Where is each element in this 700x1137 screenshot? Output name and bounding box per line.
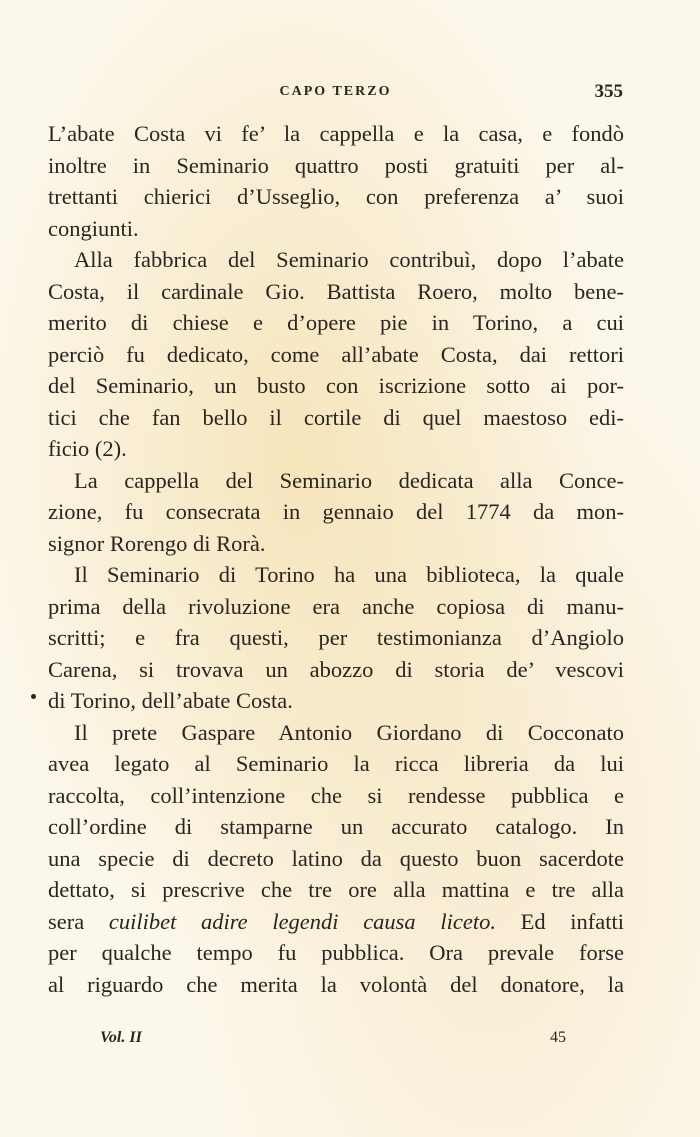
paragraph-5 bbox=[48, 717, 624, 1001]
text-line: L’abate Costa vi fe’ la cappella e la casa, e fondò bbox=[48, 121, 624, 146]
text-line: Il prete Gaspare Antonio Giordano di Cocconato bbox=[74, 719, 624, 745]
paragraph-1 bbox=[48, 118, 624, 244]
page-footer bbox=[100, 1029, 566, 1051]
text-line: perciò fu dedicato, come all’abate Costa, dai rettori bbox=[48, 341, 624, 367]
text-line: inoltre in Seminario quattro posti gratuiti per al- bbox=[48, 152, 624, 178]
body-text bbox=[48, 118, 624, 1000]
text-line: al riguardo che merita la volontà del donatore, la bbox=[48, 971, 624, 997]
text-line: coll’ordine di stamparne un accurato catalogo. In bbox=[48, 814, 624, 839]
paragraph-4 bbox=[48, 559, 624, 717]
page-number: 355 bbox=[594, 81, 623, 102]
text-line: Alla fabbrica del Seminario contribuì, dopo l’abate bbox=[74, 247, 624, 272]
text-line: Il Seminario di Torino ha una biblioteca, la quale bbox=[74, 562, 624, 587]
text-line: ficio (2). bbox=[48, 436, 127, 461]
paragraph-3 bbox=[48, 465, 624, 560]
text-line: di Torino, dell’abate Costa. bbox=[48, 688, 293, 713]
text-line: La cappella del Seminario dedicata alla Conce- bbox=[74, 467, 624, 493]
text-line: signor Rorengo di Rorà. bbox=[48, 530, 266, 556]
text-line: Costa, il cardinale Gio. Battista Roero, molto bene- bbox=[48, 278, 624, 304]
text-line: dettato, si prescrive che tre ore alla mattina e tre alla bbox=[48, 877, 624, 902]
text-line: del Seminario, un busto con iscrizione sotto ai por- bbox=[48, 373, 624, 398]
running-title: CAPO TERZO bbox=[279, 84, 392, 99]
text-line: merito di chiese e d’opere pie in Torino, a cui bbox=[48, 310, 624, 335]
text-fragment: Ed infatti bbox=[495, 908, 624, 934]
latin-quote: cuilibet adire legendi causa liceto. bbox=[108, 908, 496, 934]
text-line-with-latin-quote bbox=[48, 906, 624, 938]
ink-speck bbox=[31, 694, 36, 699]
text-line: raccolta, coll’intenzione che si rendesse pubblica e bbox=[48, 782, 624, 808]
volume-mark: Vol. II bbox=[100, 1029, 142, 1046]
text-line: tici che fan bello il cortile di quel maestoso edi- bbox=[48, 404, 624, 430]
text-line: prima della rivoluzione era anche copiosa di manu- bbox=[48, 593, 624, 619]
text-fragment: sera bbox=[48, 908, 109, 934]
text-line: una specie di decreto latino da questo buon sacerdote bbox=[48, 845, 624, 871]
text-line: avea legato al Seminario la ricca libreria da lui bbox=[48, 751, 624, 776]
text-line: per qualche tempo fu pubblica. Ora prevale forse bbox=[48, 940, 624, 965]
paragraph-2 bbox=[48, 244, 624, 465]
text-line: Carena, si trovava un abozzo di storia de’ vescovi bbox=[48, 656, 624, 682]
text-line: congiunti. bbox=[48, 215, 139, 241]
page-header bbox=[48, 81, 623, 108]
text-line: trettanti chierici d’Usseglio, con preferenza a’ suoi bbox=[48, 184, 624, 209]
signature-mark: 45 bbox=[550, 1029, 566, 1046]
text-line: scritti; e fra questi, per testimonianza d’Angiolo bbox=[48, 625, 624, 650]
text-line: zione, fu consecrata in gennaio del 1774 da mon- bbox=[48, 499, 624, 524]
